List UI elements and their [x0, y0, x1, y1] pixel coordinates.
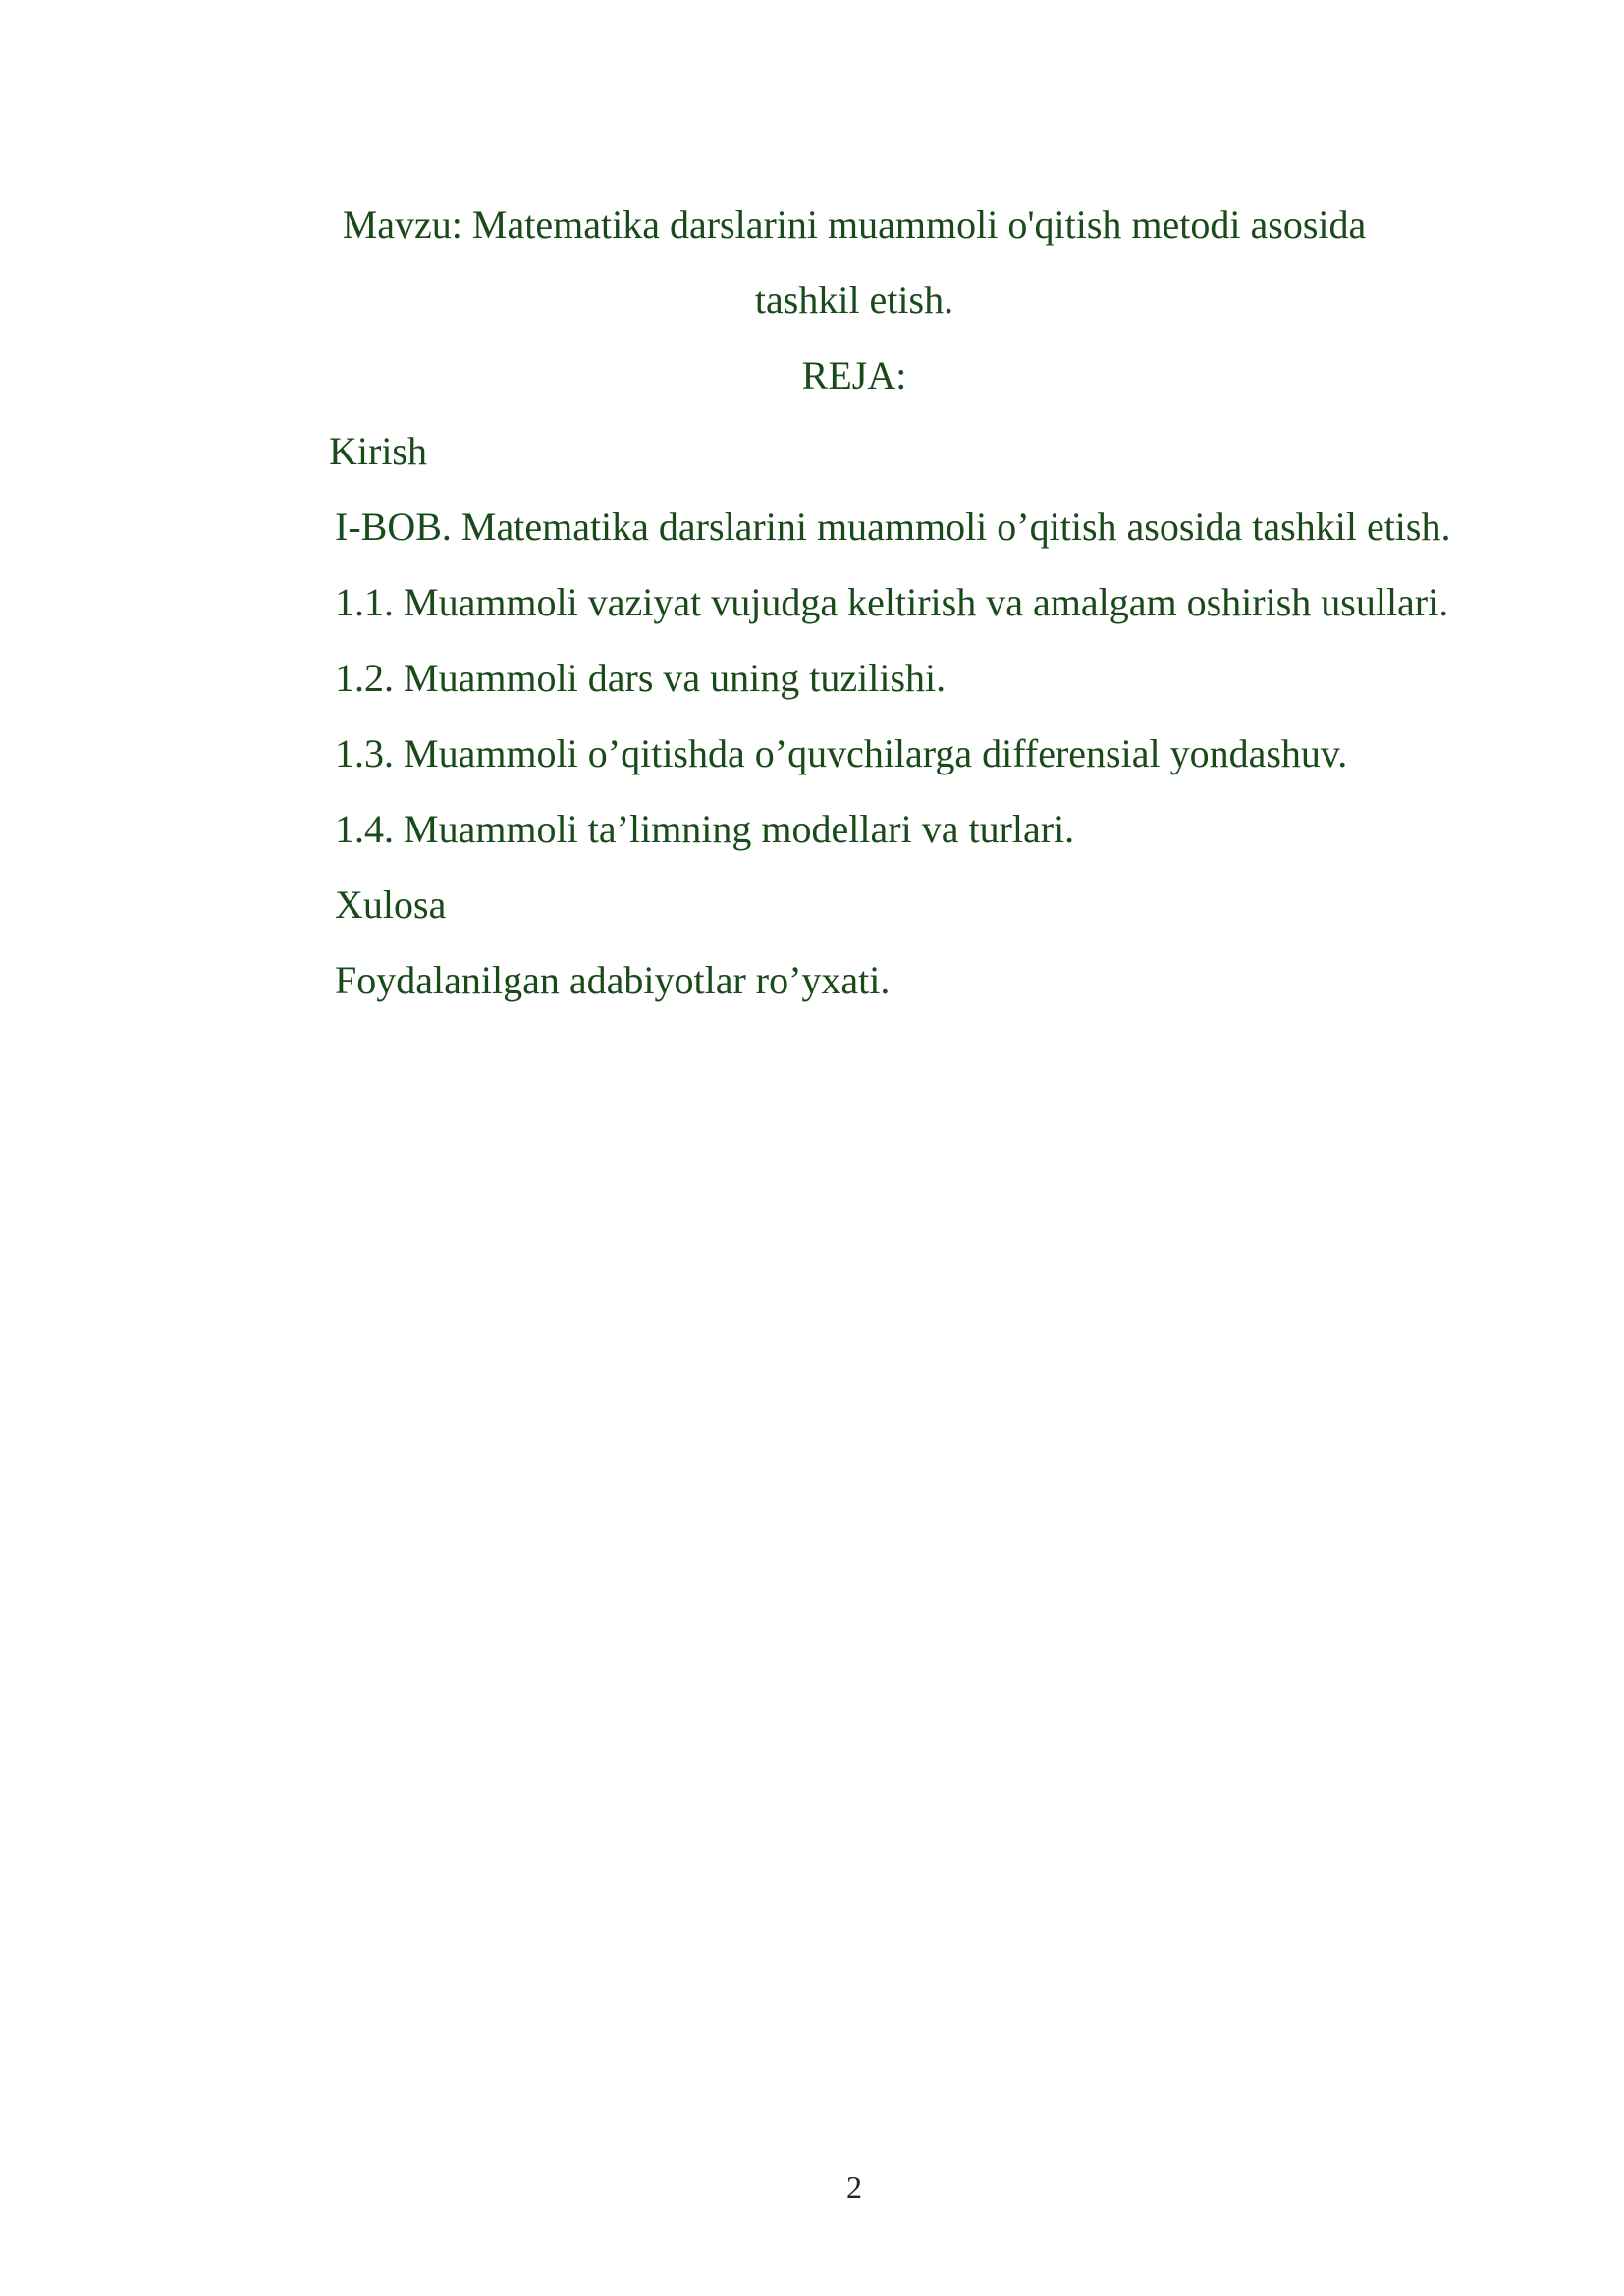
toc-item-introduction: Kirish	[329, 429, 427, 473]
toc-item-references: Foydalanilgan adabiyotlar ro’yxati.	[335, 958, 891, 1002]
table-of-contents	[233, 413, 1476, 1018]
toc-item-section-1-4: 1.4. Muammoli ta’limning modellari va turlari.	[335, 807, 1075, 851]
toc-item-section-1-2: 1.2. Muammoli dars va uning tuzilishi.	[335, 656, 947, 700]
plan-heading: REJA:	[801, 353, 907, 398]
toc-item-section-1-3: 1.3. Muammoli o’qitishda o’quvchilarga differensial yondashuv.	[335, 731, 1348, 775]
toc-item-conclusion: Xulosa	[335, 882, 447, 927]
title-line-1: Mavzu: Matematika darslarini muammoli o'qitish metodi asosida	[342, 202, 1367, 246]
page-number: 2	[846, 2169, 862, 2205]
toc-item-section-1-1: 1.1. Muammoli vaziyat vujudga keltirish va amalgam oshirish usullari.	[335, 580, 1449, 624]
document-title	[233, 187, 1476, 338]
toc-item-chapter-1: I-BOB. Matematika darslarini muammoli o’qitish asosida tashkil etish.	[335, 505, 1451, 549]
title-line-2: tashkil etish.	[754, 278, 954, 322]
